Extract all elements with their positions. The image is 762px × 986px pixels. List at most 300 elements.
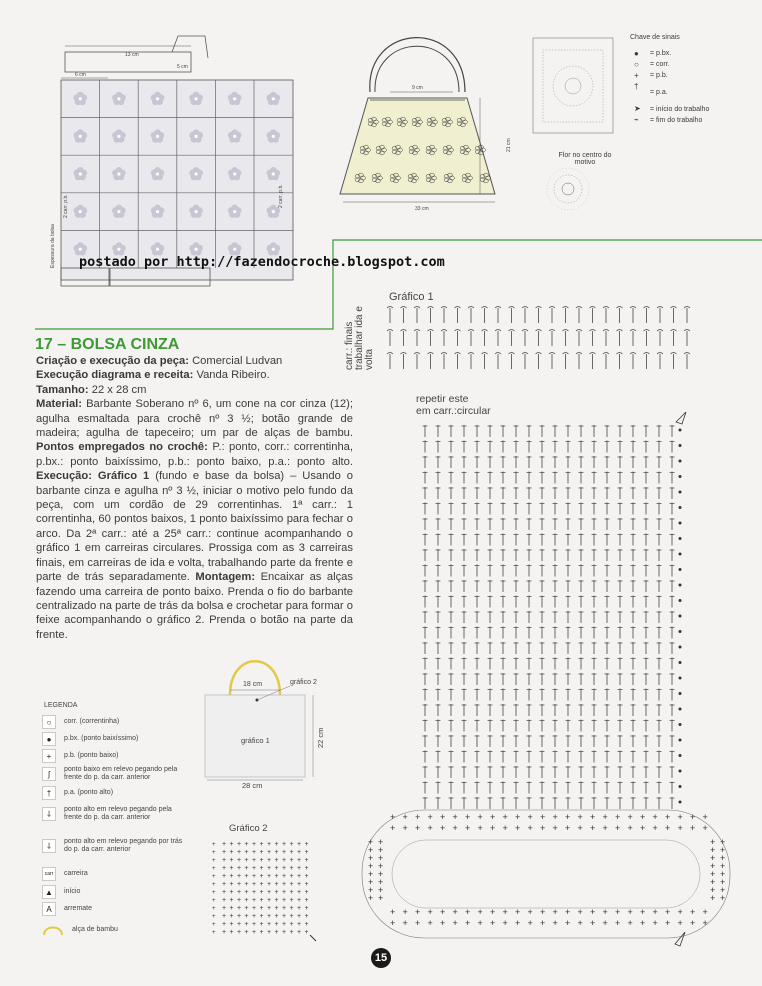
- svg-text:+: +: [378, 845, 384, 855]
- legend-label: carreira: [64, 870, 88, 877]
- legend-label: início: [64, 888, 81, 895]
- g1-base-stitch: +: [465, 823, 471, 833]
- g1-base-stitch: +: [640, 823, 646, 833]
- legend-label: corr. (correntinha): [64, 718, 120, 725]
- g2-stitch: +: [267, 913, 272, 920]
- g1-base-stitch: +: [415, 918, 421, 928]
- g2-stitch: +: [304, 929, 309, 936]
- g2-stitch: +: [274, 913, 279, 920]
- legend-symbol: ●: [42, 732, 56, 746]
- g2-stitch: +: [222, 897, 227, 904]
- side-label-left: 2 carr. p.b.: [63, 194, 69, 218]
- svg-text:+: +: [212, 858, 216, 864]
- chave-symbols: ● ○ + † ➤ ⌁: [634, 49, 641, 124]
- grafico2-pointer: gráfico 2: [290, 679, 317, 686]
- g1-base-stitch: +: [390, 918, 396, 928]
- g2-stitch: +: [244, 921, 249, 928]
- g2-stitch: +: [229, 905, 234, 912]
- svg-text:+: +: [710, 845, 716, 855]
- g2-stitch: +: [282, 921, 287, 928]
- g2-stitch: +: [282, 881, 287, 888]
- article-title: 17 – BOLSA CINZA: [35, 336, 180, 353]
- legend-symbol: [42, 924, 64, 936]
- svg-text:+: +: [378, 869, 384, 879]
- g1-base-stitch: +: [677, 812, 683, 822]
- purse-height-measure: 21 cm: [506, 138, 512, 152]
- chave-item: = fim do trabalho: [650, 117, 703, 124]
- legend-item: [42, 838, 189, 854]
- g2-stitch: +: [229, 889, 234, 896]
- legend-symbol: ʃ: [42, 767, 56, 781]
- g2-stitch: +: [289, 921, 294, 928]
- g1-base-stitch: +: [640, 812, 646, 822]
- g2-stitch: +: [252, 841, 257, 848]
- chave-items: [650, 48, 709, 126]
- g2-stitch: +: [229, 913, 234, 920]
- g1-base-stitch: +: [565, 907, 571, 917]
- g2-stitch: +: [229, 929, 234, 936]
- g2-stitch: +: [282, 865, 287, 872]
- g1-base-stitch: +: [427, 812, 433, 822]
- legend-item: [42, 924, 197, 936]
- g2-stitch: +: [274, 889, 279, 896]
- creation-label: Criação e execução da peça:: [36, 355, 189, 367]
- g1-base-stitch: +: [502, 823, 508, 833]
- g2-stitch: +: [259, 929, 264, 936]
- svg-text:+: +: [368, 893, 374, 903]
- legend-label: arremate: [64, 905, 93, 912]
- g2-stitch: +: [259, 897, 264, 904]
- g1-base-stitch: +: [452, 812, 458, 822]
- measure-5cm: 5 cm: [177, 64, 188, 70]
- g1-base-stitch: +: [402, 918, 408, 928]
- g2-stitch: +: [274, 857, 279, 864]
- g2-stitch: +: [274, 881, 279, 888]
- g1-base-stitch: +: [440, 823, 446, 833]
- g1-base-stitch: +: [540, 812, 546, 822]
- g2-stitch: +: [289, 913, 294, 920]
- g2-stitch: +: [244, 897, 249, 904]
- svg-text:+: +: [710, 861, 716, 871]
- g2-stitch: +: [229, 841, 234, 848]
- legend-item: [42, 749, 189, 763]
- g2-stitch: +: [304, 865, 309, 872]
- svg-text:+: +: [720, 845, 726, 855]
- g2-stitch: +: [252, 905, 257, 912]
- g2-stitch: +: [222, 857, 227, 864]
- g2-stitch: +: [304, 857, 309, 864]
- g2-stitch: +: [304, 889, 309, 896]
- g2-stitch: +: [237, 913, 242, 920]
- g2-stitch: +: [244, 913, 249, 920]
- svg-text:+: +: [212, 866, 216, 872]
- g2-stitch: +: [229, 897, 234, 904]
- legend-label: ponto alto em relevo pegando por trás do p. da carr. anterior: [64, 838, 183, 853]
- svg-text:+: +: [368, 885, 374, 895]
- g2-stitch: +: [252, 865, 257, 872]
- legend-item: [42, 786, 189, 800]
- g1-base-stitch: +: [577, 823, 583, 833]
- width-measure: 28 cm: [242, 781, 263, 790]
- g1-base-stitch: +: [627, 907, 633, 917]
- size-label: Tamanho:: [36, 383, 89, 396]
- g2-stitch: +: [297, 857, 302, 864]
- g2-stitch: +: [289, 905, 294, 912]
- legend-item: [42, 867, 189, 881]
- svg-text:+: +: [212, 922, 216, 928]
- svg-text:+: +: [378, 837, 384, 847]
- g1-base-stitch: +: [402, 812, 408, 822]
- g2-stitch: +: [282, 929, 287, 936]
- watermark: postado por http://fazendocroche.blogspot.com: [79, 254, 445, 270]
- g1-base-stitch: +: [440, 812, 446, 822]
- g2-stitch: +: [222, 905, 227, 912]
- g1-base-stitch: +: [490, 918, 496, 928]
- svg-text:+: +: [378, 853, 384, 863]
- handle-measure: 18 cm: [243, 681, 263, 688]
- g1-base-stitch: +: [702, 907, 708, 917]
- g1-base-stitch: +: [602, 812, 608, 822]
- g2-stitch: +: [282, 897, 287, 904]
- g1-base-stitch: +: [565, 812, 571, 822]
- chave-item: = início do trabalho: [650, 106, 710, 113]
- square-motif-chart: [528, 28, 618, 143]
- g2-stitch: +: [267, 881, 272, 888]
- purse-illustration: [335, 22, 515, 217]
- g2-stitch: +: [267, 849, 272, 856]
- g1-base-stitch: +: [652, 823, 658, 833]
- flower-motif-chart: [540, 165, 595, 215]
- g1-base-stitch: +: [465, 812, 471, 822]
- svg-text:+: +: [710, 877, 716, 887]
- g2-stitch: +: [259, 841, 264, 848]
- g1-base-stitch: +: [702, 918, 708, 928]
- svg-text:+: +: [378, 885, 384, 895]
- height-measure: 22 cm: [316, 727, 325, 748]
- legend-symbol: carr: [42, 867, 56, 881]
- g2-stitch: +: [274, 865, 279, 872]
- g1-base-stitch: +: [702, 812, 708, 822]
- g1-base-stitch: +: [690, 812, 696, 822]
- g2-stitch: +: [267, 857, 272, 864]
- g2-stitch: +: [244, 849, 249, 856]
- g2-stitch: +: [252, 849, 257, 856]
- g2-stitch: +: [259, 881, 264, 888]
- legend-label: alça de bambu: [72, 926, 118, 933]
- g1-base-stitch: +: [465, 918, 471, 928]
- g2-stitch: +: [222, 873, 227, 880]
- g1-base-stitch: +: [640, 907, 646, 917]
- g2-stitch: +: [252, 873, 257, 880]
- repeat-label: repetir este em carr.:circular: [416, 393, 491, 417]
- g2-stitch: +: [289, 857, 294, 864]
- g1-base-stitch: +: [652, 812, 658, 822]
- svg-text:+: +: [720, 893, 726, 903]
- g2-stitch: +: [244, 889, 249, 896]
- legend-symbol: A: [42, 902, 56, 916]
- svg-text:+: +: [212, 890, 216, 896]
- g1-base-stitch: +: [540, 918, 546, 928]
- g2-stitch: +: [297, 897, 302, 904]
- grafico1-label: gráfico 1: [241, 736, 270, 745]
- svg-text:+: +: [710, 837, 716, 847]
- execution-value: (fundo e base da bolsa) – Usando o barbante cinza e agulha nº 3 ½, iniciar o motivo pelo fundo da peça, com um cordão de 29 correntinhas. 1ª carr.: 1 correntinha, 60 pontos baixos, 1 ponto baixíssimo para fechar o arco. Da 2ª carr.: até a 25ª carr.: continue acompanhando o gráfico 1 em carreiras circulares. Prossiga com as 3 carreiras finais, em carreiras de ida e volta, trabalhando parte da frente e parte de trás separadamente.: [36, 470, 353, 584]
- g2-stitch: +: [252, 921, 257, 928]
- g2-stitch: +: [267, 921, 272, 928]
- g1-base-stitch: +: [652, 907, 658, 917]
- g2-stitch: +: [252, 913, 257, 920]
- g1-base-stitch: +: [677, 918, 683, 928]
- g2-stitch: +: [259, 865, 264, 872]
- grafico1-title: Gráfico 1: [389, 291, 434, 303]
- points-value: P.: ponto, corr.: correntinha, p.bx.: ponto baixíssimo, p.b.: ponto baixo, p.a.: ponto alto.: [36, 441, 353, 468]
- g1-base-stitch: +: [690, 907, 696, 917]
- g1-base-stitch: +: [565, 823, 571, 833]
- g2-stitch: +: [222, 881, 227, 888]
- g2-stitch: +: [297, 905, 302, 912]
- g2-stitch: +: [274, 921, 279, 928]
- g2-stitch: +: [304, 841, 309, 848]
- g2-stitch: +: [282, 873, 287, 880]
- g1-base-stitch: +: [590, 812, 596, 822]
- flower-center-label: Flor no centro do motivo: [558, 152, 612, 166]
- g2-stitch: +: [252, 929, 257, 936]
- g2-stitch: +: [267, 889, 272, 896]
- material-label: Material:: [36, 398, 83, 411]
- chave-item: = p.b.: [650, 72, 668, 79]
- g1-base-stitch: +: [452, 918, 458, 928]
- legend-label: p.b. (ponto baixo): [64, 752, 119, 759]
- g2-stitch: +: [297, 865, 302, 872]
- g1-base-stitch: +: [565, 918, 571, 928]
- legend-title: LEGENDA: [44, 702, 78, 709]
- g1-base-stitch: +: [415, 823, 421, 833]
- legend-symbol: †: [42, 786, 56, 800]
- g1-base-stitch: +: [427, 918, 433, 928]
- g2-stitch: +: [237, 873, 242, 880]
- g1-base-stitch: +: [615, 907, 621, 917]
- g2-stitch: +: [252, 857, 257, 864]
- assembly-label: Montagem:: [195, 571, 256, 584]
- g2-stitch: +: [222, 913, 227, 920]
- svg-text:+: +: [720, 877, 726, 887]
- legend-symbol: ⸸: [42, 807, 56, 821]
- g1-base-stitch: +: [665, 823, 671, 833]
- g1-base-stitch: +: [615, 823, 621, 833]
- g2-stitch: +: [282, 857, 287, 864]
- legend-symbol: +: [42, 749, 56, 763]
- g2-stitch: +: [237, 897, 242, 904]
- g2-stitch: +: [297, 873, 302, 880]
- g2-stitch: +: [282, 889, 287, 896]
- g2-stitch: +: [237, 889, 242, 896]
- chave-item: = p.a.: [650, 89, 668, 96]
- g1-base-stitch: +: [540, 907, 546, 917]
- g1-base-stitch: +: [477, 918, 483, 928]
- svg-text:+: +: [378, 893, 384, 903]
- svg-text:+: +: [368, 845, 374, 855]
- g1-base-stitch: +: [552, 907, 558, 917]
- g1-base-stitch: +: [527, 823, 533, 833]
- g1-base-stitch: +: [602, 823, 608, 833]
- svg-text:+: +: [720, 885, 726, 895]
- g2-stitch: +: [237, 881, 242, 888]
- g2-stitch: +: [237, 865, 242, 872]
- g2-stitch: +: [237, 841, 242, 848]
- g1-base-stitch: +: [602, 907, 608, 917]
- diagram-value: Vanda Ribeiro.: [193, 369, 270, 382]
- g2-stitch: +: [222, 841, 227, 848]
- g1-base-stitch: +: [452, 823, 458, 833]
- svg-text:+: +: [720, 837, 726, 847]
- g2-stitch: +: [274, 849, 279, 856]
- g1-base-stitch: +: [390, 823, 396, 833]
- legend-label: ponto alto em relevo pegando pela frente do p. da carr. anterior: [64, 806, 172, 821]
- grafico1-chart: [350, 300, 750, 960]
- svg-text:+: +: [368, 837, 374, 847]
- g2-stitch: +: [304, 849, 309, 856]
- svg-text:+: +: [368, 861, 374, 871]
- final-rows-label: carr.: finais trabalhar ida e volta: [344, 306, 375, 370]
- g2-stitch: +: [222, 849, 227, 856]
- g1-base-stitch: +: [515, 812, 521, 822]
- g1-base-stitch: +: [415, 812, 421, 822]
- svg-text:+: +: [368, 869, 374, 879]
- page-number: 15: [371, 948, 391, 968]
- g1-base-stitch: +: [552, 918, 558, 928]
- g1-base-stitch: +: [590, 823, 596, 833]
- g1-base-stitch: +: [502, 918, 508, 928]
- g1-base-stitch: +: [552, 812, 558, 822]
- svg-text:+: +: [710, 853, 716, 863]
- g2-stitch: +: [237, 905, 242, 912]
- start-arrow-icon: [676, 412, 686, 424]
- g2-stitch: +: [274, 841, 279, 848]
- execution-label: Execução: Gráfico 1: [36, 470, 150, 483]
- g2-stitch: +: [244, 865, 249, 872]
- purse-bottom-measure: 33 cm: [415, 206, 429, 212]
- creation-value: Comercial Ludvan: [188, 355, 283, 367]
- g1-base-stitch: +: [602, 918, 608, 928]
- g2-stitch: +: [252, 889, 257, 896]
- g2-stitch: +: [259, 857, 264, 864]
- g2-stitch: +: [222, 889, 227, 896]
- purse-top-measure: 9 cm: [412, 85, 423, 91]
- g1-base-stitch: +: [452, 907, 458, 917]
- g1-base-stitch: +: [502, 907, 508, 917]
- g2-stitch: +: [259, 905, 264, 912]
- g2-stitch: +: [289, 873, 294, 880]
- g2-stitch: +: [297, 889, 302, 896]
- g2-stitch: +: [259, 921, 264, 928]
- g1-base-stitch: +: [665, 812, 671, 822]
- g1-base-stitch: +: [515, 823, 521, 833]
- legend-item: [42, 766, 189, 782]
- g1-base-stitch: +: [577, 907, 583, 917]
- g1-base-stitch: +: [702, 823, 708, 833]
- g1-base-stitch: +: [590, 918, 596, 928]
- g2-stitch: +: [289, 889, 294, 896]
- g1-base-stitch: +: [690, 918, 696, 928]
- g2-stitch: +: [267, 865, 272, 872]
- svg-text:+: +: [212, 914, 216, 920]
- g2-stitch: +: [304, 897, 309, 904]
- g1-base-stitch: +: [665, 907, 671, 917]
- g1-base-stitch: +: [477, 907, 483, 917]
- g2-stitch: +: [289, 849, 294, 856]
- g1-base-stitch: +: [615, 812, 621, 822]
- measure-13cm: 13 cm: [125, 52, 139, 58]
- g1-base-stitch: +: [427, 823, 433, 833]
- g2-stitch: +: [289, 929, 294, 936]
- g2-stitch: +: [244, 905, 249, 912]
- g1-base-stitch: +: [527, 918, 533, 928]
- svg-text:+: +: [378, 861, 384, 871]
- assembly-value: Encaixar as alças fazendo uma carreira de ponto baixo. Prenda o fio do barbante centralizado na parte de trás da bolsa e crochetar para formar o feixe acompanhando o gráfico 2. Prenda o botão na parte da frente.: [36, 571, 353, 641]
- svg-text:+: +: [710, 885, 716, 895]
- g2-stitch: +: [259, 889, 264, 896]
- legend-item: [42, 715, 189, 729]
- chave-title: Chave de sinais: [630, 34, 680, 41]
- g1-base-stitch: +: [627, 823, 633, 833]
- g2-stitch: +: [282, 913, 287, 920]
- g2-stitch: +: [244, 873, 249, 880]
- g1-base-stitch: +: [502, 812, 508, 822]
- g1-base-stitch: +: [627, 812, 633, 822]
- side-label-right: 2 carr. p.b.: [278, 184, 284, 208]
- svg-text:+: +: [212, 930, 216, 936]
- g2-stitch: +: [274, 873, 279, 880]
- g2-stitch: +: [297, 881, 302, 888]
- g2-stitch: +: [282, 849, 287, 856]
- g2-stitch: +: [229, 921, 234, 928]
- g2-stitch: +: [297, 849, 302, 856]
- diagram-label: Execução diagrama e receita:: [36, 369, 194, 382]
- legend-label: p.a. (ponto alto): [64, 789, 114, 796]
- g1-base-stitch: +: [415, 907, 421, 917]
- g2-stitch: +: [274, 905, 279, 912]
- legend-label: ponto baixo em relevo pegando pela frente do p. da carr. anterior: [64, 766, 178, 781]
- svg-text:+: +: [720, 861, 726, 871]
- g2-stitch: +: [252, 881, 257, 888]
- g1-base-stitch: +: [677, 823, 683, 833]
- g1-base-stitch: +: [440, 918, 446, 928]
- grafico2-title: Gráfico 2: [229, 823, 268, 834]
- g2-stitch: +: [267, 897, 272, 904]
- grafico2-chart: [210, 835, 322, 945]
- g2-stitch: +: [259, 913, 264, 920]
- g1-base-stitch: +: [615, 918, 621, 928]
- svg-text:+: +: [368, 853, 374, 863]
- g1-base-stitch: +: [465, 907, 471, 917]
- legend-symbol: ○: [42, 715, 56, 729]
- g1-base-stitch: +: [440, 907, 446, 917]
- g1-base-stitch: +: [590, 907, 596, 917]
- svg-text:+: +: [720, 853, 726, 863]
- g2-stitch: +: [297, 913, 302, 920]
- size-value: 22 x 28 cm: [88, 383, 147, 396]
- g2-stitch: +: [289, 881, 294, 888]
- g2-stitch: +: [282, 841, 287, 848]
- g1-base-stitch: +: [652, 918, 658, 928]
- svg-text:+: +: [212, 882, 216, 888]
- g2-stitch: +: [267, 905, 272, 912]
- svg-text:+: +: [212, 850, 216, 856]
- g1-base-stitch: +: [515, 907, 521, 917]
- svg-text:+: +: [710, 869, 716, 879]
- legend-label: p.bx. (ponto baixíssimo): [64, 735, 139, 742]
- chave-item: = corr.: [650, 61, 670, 68]
